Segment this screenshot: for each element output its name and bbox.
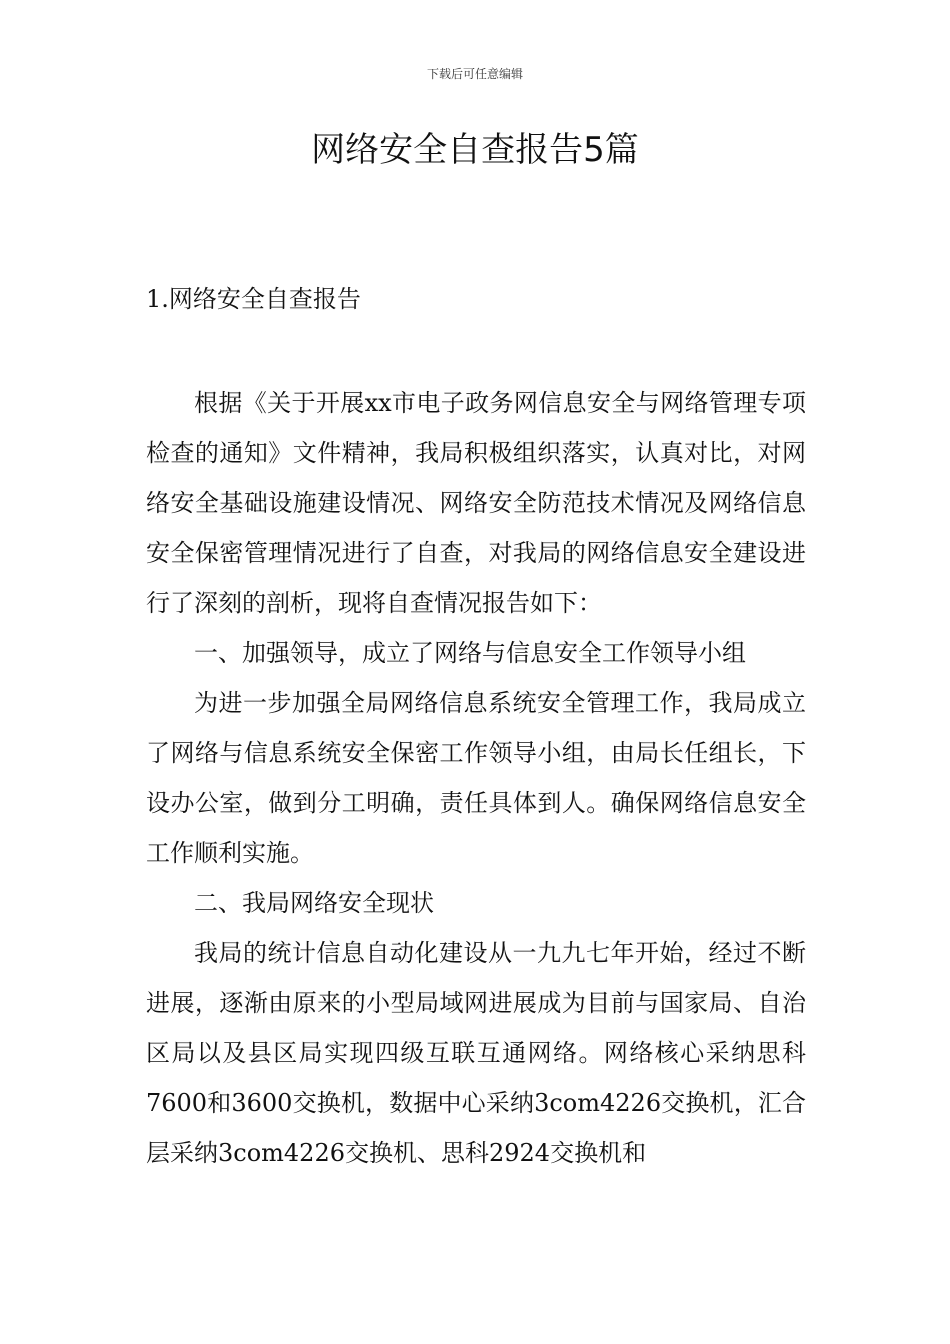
document-title: 网络安全自查报告5篇 xyxy=(311,130,639,170)
paragraph-status: 我局的统计信息自动化建设从一九九七年开始，经过不断进展，逐渐由原来的小型局域网进展成为目前与国家局、自治区局以及县区局实现四级互联互通网络。网络核心采纳思科7600和3600交换机，数据中心采纳3com4226交换机，汇合层采纳3com4226交换机、思科2924交换机和 xyxy=(146,939,806,1167)
subheading-leadership: 一、加强领导，成立了网络与信息安全工作领导小组 xyxy=(194,639,746,667)
document-body xyxy=(146,378,806,1178)
subheading-status: 二、我局网络安全现状 xyxy=(194,889,434,917)
header-note: 下载后可任意编辑 xyxy=(426,67,523,81)
paragraph-intro: 根据《关于开展xx市电子政务网信息安全与网络管理专项检查的通知》文件精神，我局积极组织落实，认真对比，对网络安全基础设施建设情况、网络安全防范技术情况及网络信息安全保密管理情况进行了自查，对我局的网络信息安全建设进行了深刻的剖析，现将自查情况报告如下： xyxy=(146,389,806,617)
section-title: 1.网络安全自查报告 xyxy=(146,285,361,313)
paragraph-leadership: 为进一步加强全局网络信息系统安全管理工作，我局成立了网络与信息系统安全保密工作领导小组，由局长任组长，下设办公室，做到分工明确，责任具体到人。确保网络信息安全工作顺利实施。 xyxy=(146,689,806,867)
